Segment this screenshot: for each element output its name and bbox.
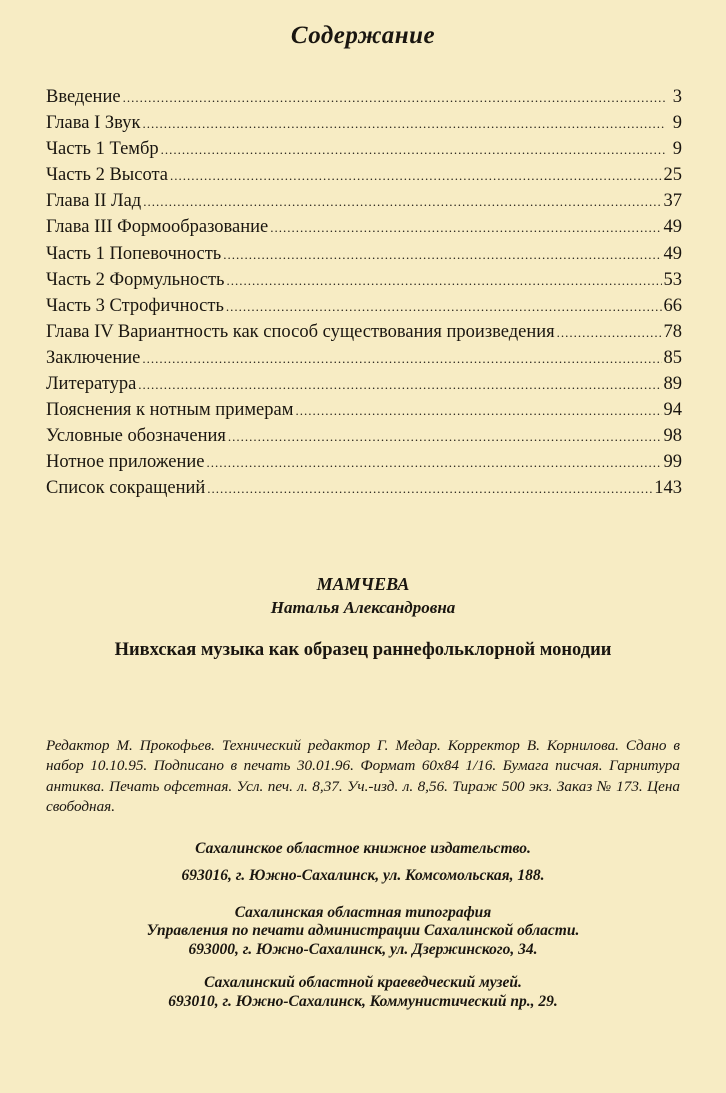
toc-entry-page: 9 (672, 139, 682, 160)
dot-leader (142, 111, 666, 137)
toc-entry-label: Часть 2 Высота (46, 165, 168, 186)
toc-entry-label: Глава II Лад (46, 191, 142, 212)
toc-entry-label: Пояснения к нотным примерам (46, 400, 294, 421)
toc-entry-label: Глава I Звук (46, 113, 141, 134)
toc-entry-label: Список сокращений (46, 478, 206, 499)
dot-leader (207, 450, 662, 476)
dot-leader (228, 424, 662, 450)
toc-entry-page: 98 (663, 426, 682, 447)
toc-entry-label: Литература (46, 374, 137, 395)
toc-entry (46, 214, 682, 240)
toc-entry-page: 49 (663, 217, 682, 238)
toc-entry-page: 37 (663, 191, 682, 212)
toc-entry (46, 397, 682, 423)
toc-entry (46, 293, 682, 319)
museum-name: Сахалинский областной краеведческий музей. (204, 974, 522, 991)
dot-leader (223, 242, 661, 268)
imprint-details: Редактор М. Прокофьев. Технический редактор Г. Медар. Корректор В. Корнилова. Сдано в набор 10.10.95. Подписано в печать 30.01.96. Формат 60х84 1/16. Бумага писчая. Гарнитура антиква. Печать офсетная. Усл. печ. л. 8,37. Уч.-изд. л. 8,56. Тираж 500 экз. Заказ № 173. Цена свободная. (46, 737, 680, 815)
toc-entry-label: Часть 1 Тембр (46, 139, 159, 160)
toc-entry-page: 78 (663, 321, 682, 342)
toc-entry (46, 241, 682, 267)
dot-leader (138, 372, 661, 398)
toc-entry (46, 136, 682, 162)
author-surname: МАМЧЕВА (316, 574, 410, 594)
toc-entry-label: Заключение (46, 347, 141, 368)
toc-entry (46, 371, 682, 397)
toc-title: Содержание (290, 22, 436, 49)
dot-leader (226, 268, 661, 294)
toc-entry-label: Нотное приложение (46, 452, 205, 473)
table-of-contents (46, 84, 682, 502)
printer-dept: Управления по печати администрации Сахалинской области. (146, 922, 580, 939)
toc-entry (46, 319, 682, 345)
toc-entry-label: Часть 1 Попевочность (46, 243, 222, 264)
publisher-address: 693016, г. Южно-Сахалинск, ул. Комсомольская, 188. (181, 867, 545, 884)
toc-entry (46, 188, 682, 214)
toc-entry (46, 267, 682, 293)
toc-entry (46, 345, 682, 371)
toc-entry-page: 66 (663, 295, 682, 316)
dot-leader (226, 294, 662, 320)
toc-entry-label: Часть 2 Формульность (46, 269, 225, 290)
toc-entry-label: Часть 3 Строфичность (46, 295, 224, 316)
toc-entry-page: 99 (663, 452, 682, 473)
dot-leader (295, 398, 661, 424)
dot-leader (143, 189, 661, 215)
toc-entry (46, 449, 682, 475)
dot-leader (170, 163, 662, 189)
toc-entry-label: Условные обозначения (46, 426, 226, 447)
toc-entry (46, 162, 682, 188)
toc-entry-page: 53 (663, 269, 682, 290)
toc-entry-page: 3 (672, 87, 682, 107)
toc-entry (46, 475, 682, 501)
dot-leader (161, 137, 666, 163)
author-name: Наталья Александровна (270, 598, 456, 617)
dot-leader (270, 215, 661, 241)
toc-entry-page: 143 (654, 478, 682, 499)
toc-entry-page: 49 (663, 243, 682, 264)
toc-entry-label: Введение (46, 87, 121, 107)
toc-entry-page: 85 (663, 347, 682, 368)
toc-entry (46, 110, 682, 136)
toc-entry-label: Глава III Формообразование (46, 217, 269, 238)
dot-leader (142, 346, 661, 372)
toc-entry-page: 9 (672, 113, 682, 134)
museum-address: 693010, г. Южно-Сахалинск, Коммунистический пр., 29. (168, 993, 558, 1010)
dot-leader (557, 320, 662, 346)
dot-leader (123, 85, 666, 111)
dot-leader (207, 476, 652, 502)
toc-entry-page: 25 (663, 165, 682, 186)
printer-name: Сахалинская областная типография (234, 904, 492, 921)
toc-entry (46, 84, 682, 110)
publisher-name: Сахалинское областное книжное издательство. (195, 840, 531, 857)
toc-entry-page: 94 (663, 400, 682, 421)
printer-address: 693000, г. Южно-Сахалинск, ул. Дзержинского, 34. (188, 941, 538, 958)
toc-entry-label: Глава IV Вариантность как способ существования произведения (46, 321, 555, 342)
toc-entry (46, 423, 682, 449)
book-title: Нивхская музыка как образец раннефольклорной монодии (114, 640, 612, 660)
toc-entry-page: 89 (663, 374, 682, 395)
